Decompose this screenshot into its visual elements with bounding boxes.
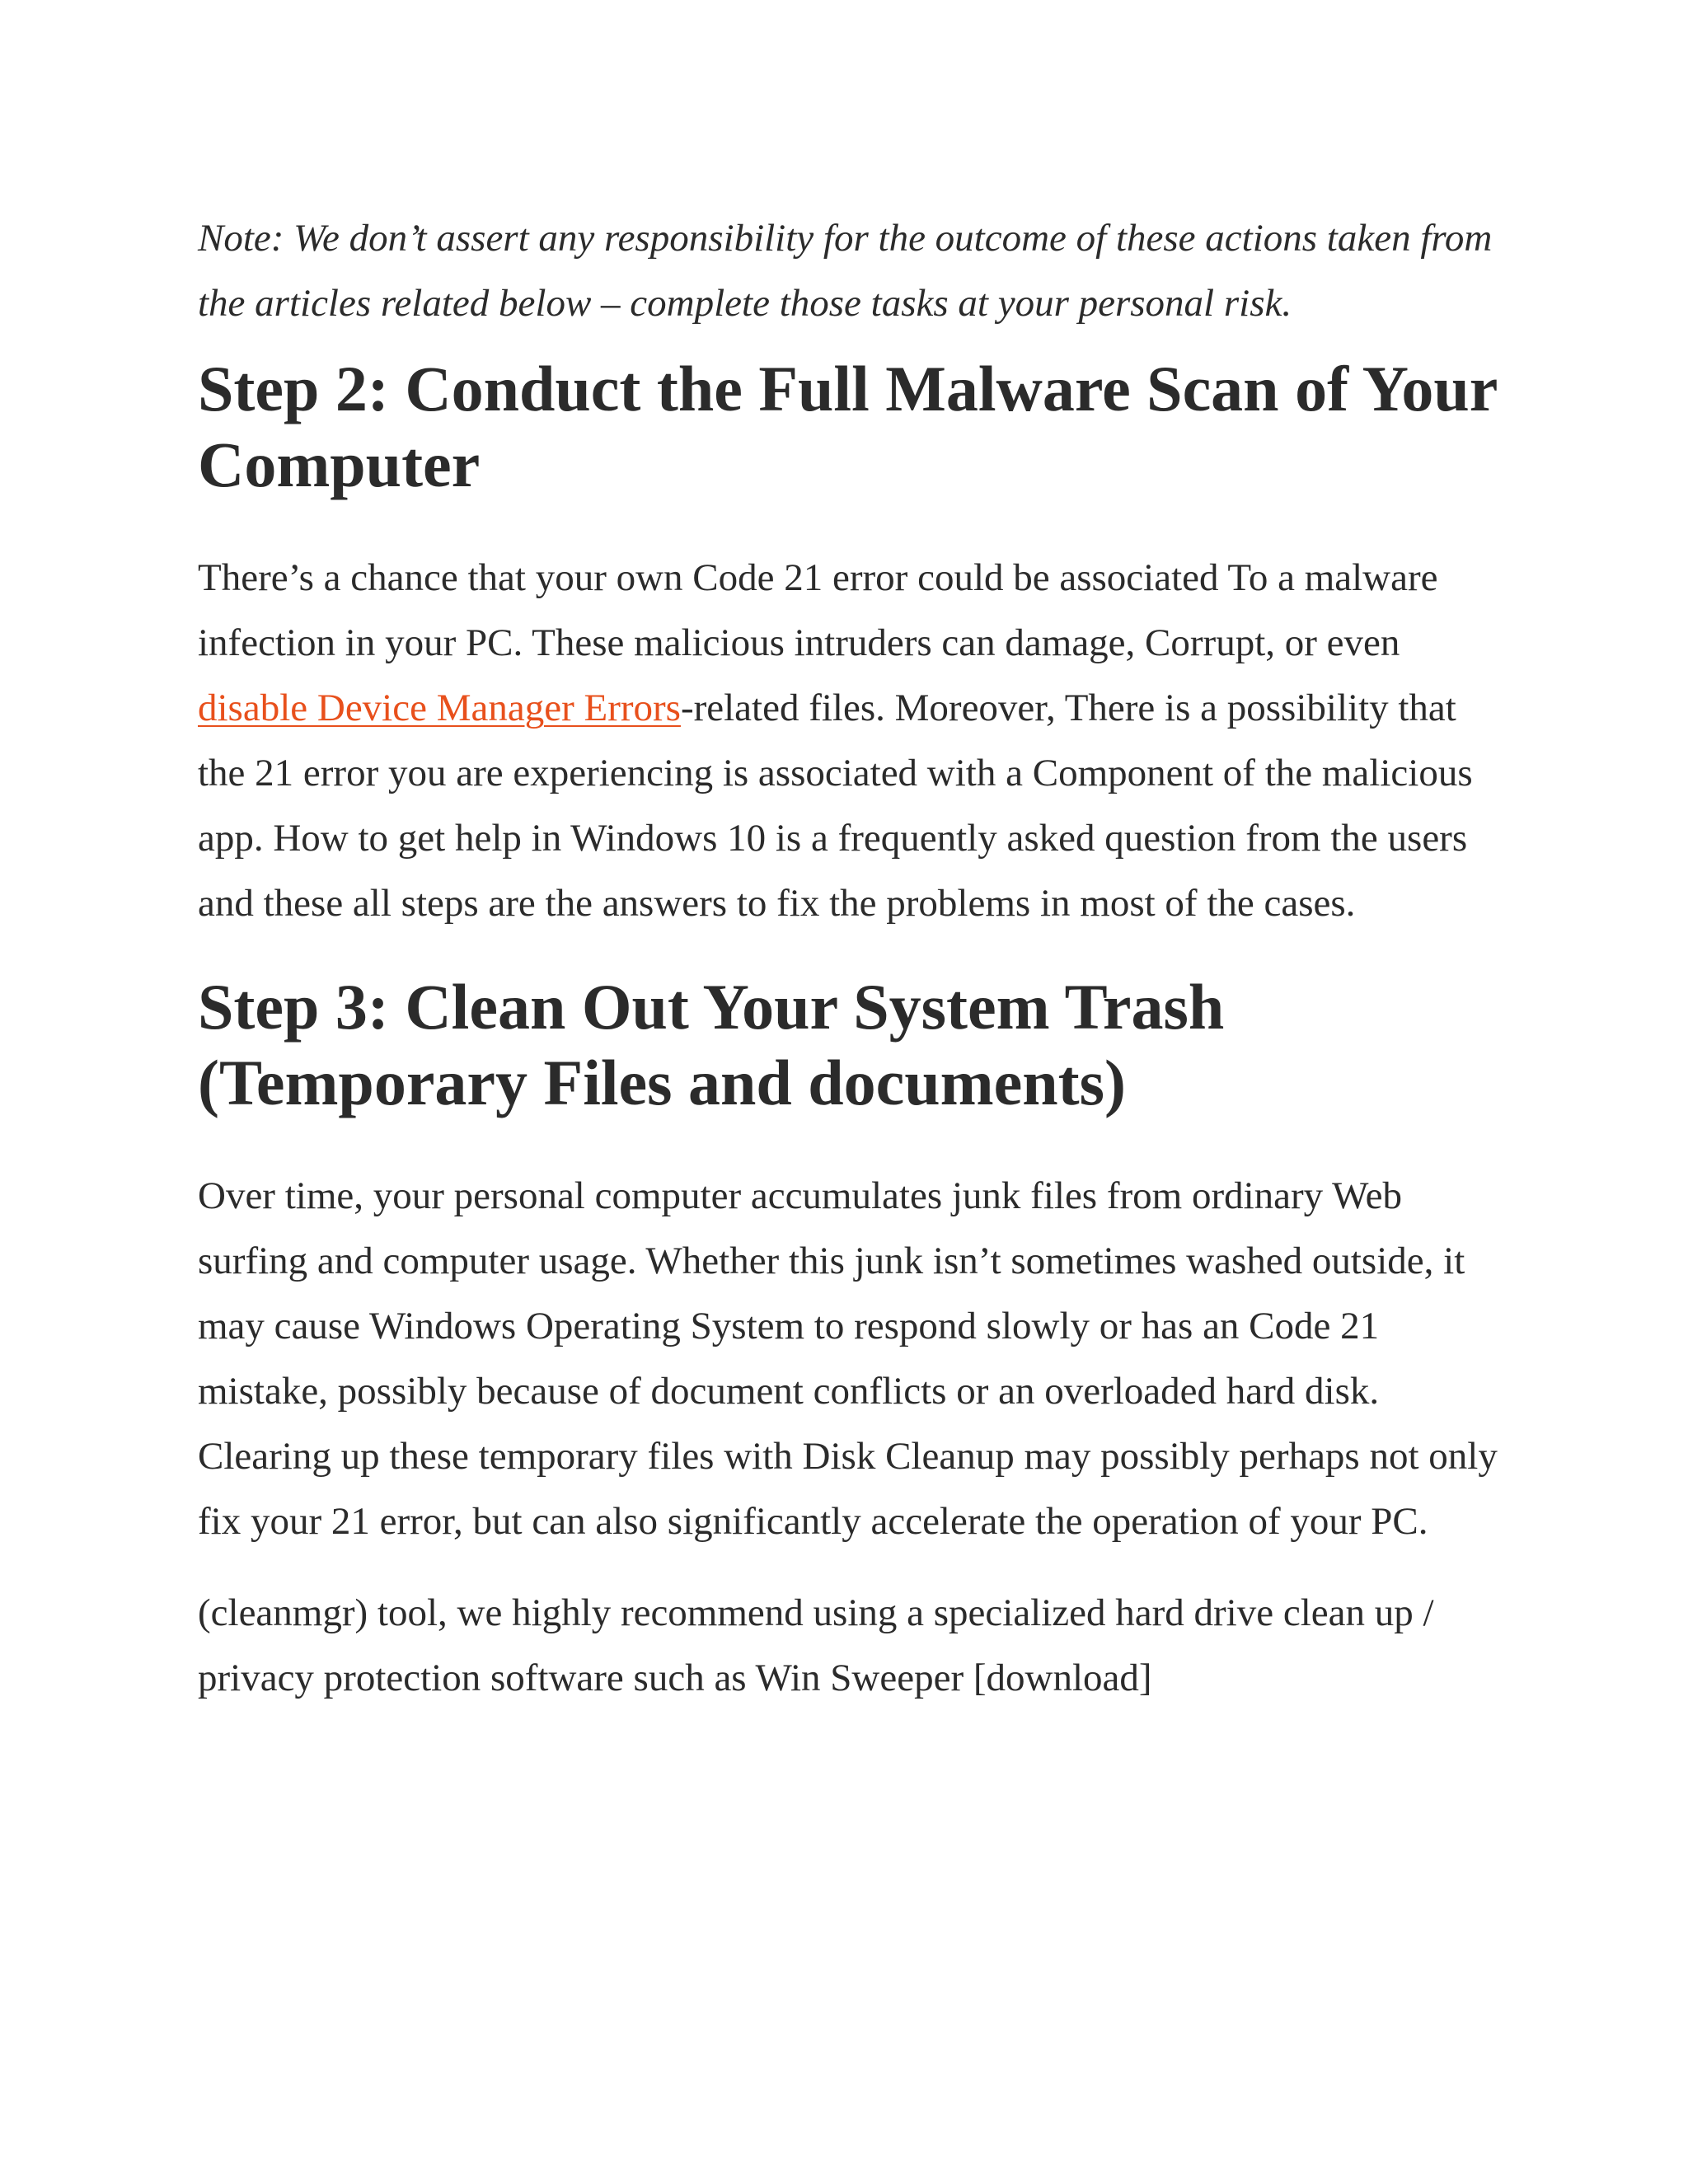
step3-heading: Step 3: Clean Out Your System Trash (Temporary Files and documents) [198, 971, 1225, 1118]
section-spacer [198, 963, 1508, 969]
step3-paragraph-1: Over time, your personal computer accumulates junk files from ordinary Web surfing and computer usage. Whether this junk isn’t sometimes washed outside, it may cause Windows Operating System to respond slowly or has an Code 21 mistake, possibly because of document conflicts or an overloaded hard disk. Clearing up these temporary files with Disk Cleanup may possibly perhaps not only fix your 21 error, but can also significantly accelerate the operation of your PC. [198, 1174, 1498, 1543]
step2-heading: Step 2: Conduct the Full Malware Scan of Your Computer [198, 353, 1497, 500]
step2-text-after-link: -related files. Moreover, There is a possibility that the 21 error you are experiencing is associated with a Component of the malicious app. How to get help in Windows 10 is a frequently asked question from the users and these all steps are the answers to fix the problems in most of the cases. [198, 687, 1473, 925]
document-page [198, 206, 1508, 1737]
step3-paragraph-2: (cleanmgr) tool, we highly recommend using a specialized hard drive clean up / privacy protection software such as Win Sweeper [download] [198, 1591, 1434, 1699]
step2-paragraph [198, 546, 1508, 936]
disclaimer-note: Note: We don’t assert any responsibility for the outcome of these actions taken from the articles related below – complete those tasks at your personal risk. [198, 217, 1493, 325]
step2-text-before-link: There’s a chance that your own Code 21 error could be associated To a malware infection in your PC. These malicious intruders can damage, Corrupt, or even [198, 556, 1438, 664]
device-manager-errors-link[interactable]: disable Device Manager Errors [198, 687, 681, 729]
